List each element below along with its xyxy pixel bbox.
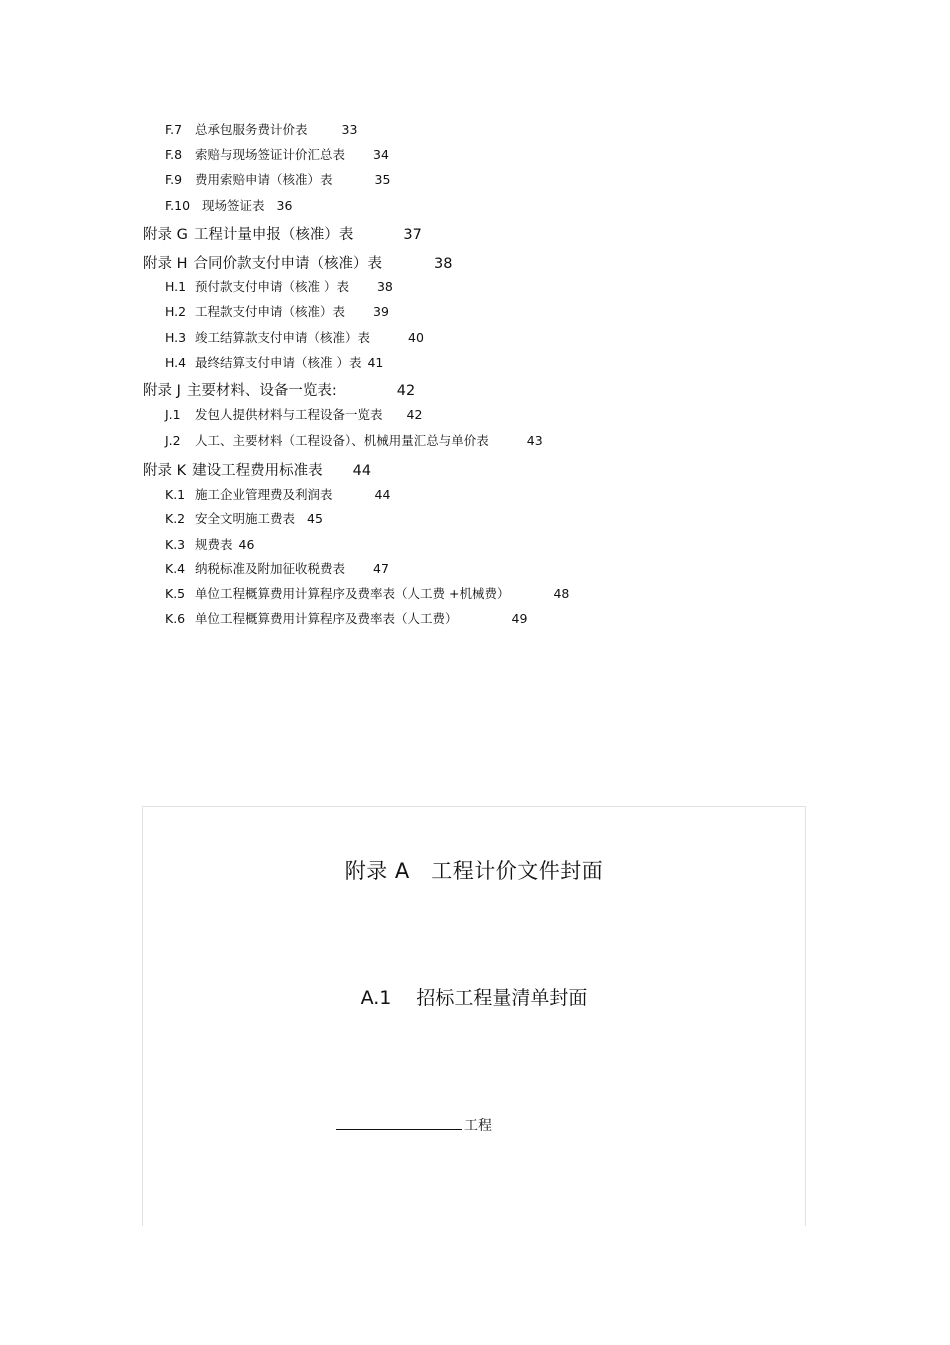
toc-entry-page: 39 xyxy=(373,304,389,319)
toc-entry-title: 现场签证表 xyxy=(202,198,265,213)
toc-entry-title: 安全文明施工费表 xyxy=(195,511,296,526)
toc-entry-page: 33 xyxy=(341,122,358,137)
toc-entry-title: 发包人提供材料与工程设备一览表 xyxy=(195,407,383,422)
toc-entry-page: 37 xyxy=(403,227,422,243)
toc-entry-code: K.1 xyxy=(165,487,186,502)
toc-entry-title: 预付款支付申请（核准 ）表 xyxy=(195,279,349,294)
toc-entry-code: F.8 xyxy=(165,147,183,162)
toc-entry[interactable] xyxy=(165,559,389,577)
toc-entry-page: 44 xyxy=(374,487,391,502)
toc-entry-code: F.10 xyxy=(165,198,191,213)
toc-entry[interactable] xyxy=(165,431,543,449)
cover-subheading: A.1 招标工程量清单封面 xyxy=(360,987,588,1009)
cover-heading: 附录 A 工程计价文件封面 xyxy=(344,859,604,883)
toc-entry-code: K.2 xyxy=(165,511,186,526)
toc-entry[interactable] xyxy=(165,405,422,423)
toc-entry[interactable] xyxy=(165,609,527,627)
toc-entry-title: 人工、主要材料（工程设备）、机械用量汇总与单价表 xyxy=(195,433,489,448)
toc-entry-page: 36 xyxy=(276,198,293,213)
cover-page xyxy=(142,806,806,1226)
toc-entry-code: 附录 G xyxy=(143,227,188,243)
toc-entry[interactable] xyxy=(165,328,424,346)
toc-entry-code: K.3 xyxy=(165,537,186,552)
toc-entry-code: 附录 H xyxy=(143,256,188,272)
toc-entry[interactable] xyxy=(143,459,371,480)
toc-entry-code: F.7 xyxy=(165,122,183,137)
toc-entry-page: 45 xyxy=(307,511,323,526)
toc-entry-page: 42 xyxy=(406,407,423,422)
toc-entry[interactable] xyxy=(165,302,389,320)
toc-entry-code: H.4 xyxy=(165,355,187,370)
toc-entry-title: 主要材料、设备一览表: xyxy=(186,383,337,399)
toc-entry-code: K.5 xyxy=(165,586,186,601)
toc-entry-page: 35 xyxy=(374,172,391,187)
toc-entry-page: 38 xyxy=(376,279,393,294)
toc-entry[interactable] xyxy=(165,196,292,214)
toc-entry-page: 43 xyxy=(526,433,543,448)
toc-entry-title: 最终结算支付申请（核准 ）表 xyxy=(195,355,362,370)
toc-entry-title: 建设工程费用标准表 xyxy=(192,463,323,479)
toc-entry-title: 合同价款支付申请（核准）表 xyxy=(193,256,383,272)
toc-entry[interactable] xyxy=(143,379,415,400)
toc-entry-page: 40 xyxy=(408,330,424,345)
toc-entry-code: 附录 K xyxy=(143,463,187,479)
toc-entry[interactable] xyxy=(165,584,569,602)
toc-entry-title: 纳税标准及附加征收税费表 xyxy=(195,561,346,576)
toc-entry-title: 竣工结算款支付申请（核准）表 xyxy=(195,330,371,345)
toc-entry-code: H.3 xyxy=(165,330,187,345)
toc-entry[interactable] xyxy=(165,509,323,527)
toc-entry-title: 索赔与现场签证计价汇总表 xyxy=(195,147,346,162)
toc-entry-code: 附录 J xyxy=(143,383,181,399)
toc-entry-page: 41 xyxy=(367,355,384,370)
toc-entry-code: H.1 xyxy=(165,279,187,294)
toc-entry[interactable] xyxy=(165,353,383,371)
toc-entry-page: 42 xyxy=(396,383,416,399)
toc-entry-page: 48 xyxy=(553,586,570,601)
toc-entry[interactable] xyxy=(165,277,393,295)
toc-entry-title: 费用索赔申请（核准）表 xyxy=(195,172,333,187)
toc-entry-code: K.4 xyxy=(165,561,186,576)
toc-entry[interactable] xyxy=(165,170,390,188)
toc-entry[interactable] xyxy=(165,145,389,163)
toc-entry-code: J.1 xyxy=(165,407,181,422)
toc-entry[interactable] xyxy=(165,535,254,553)
toc-entry[interactable] xyxy=(143,223,422,244)
toc-entry-title: 工程款支付申请（核准）表 xyxy=(195,304,346,319)
toc-entry-page: 44 xyxy=(352,463,372,479)
toc-entry[interactable] xyxy=(165,485,390,503)
project-name-line xyxy=(336,1115,492,1135)
toc-entry[interactable] xyxy=(143,252,452,273)
toc-entry-code: F.9 xyxy=(165,172,183,187)
toc-entry-page: 49 xyxy=(511,611,528,626)
project-suffix: 工程 xyxy=(464,1118,492,1134)
toc-entry-page: 38 xyxy=(434,256,453,272)
toc-entry-title: 总承包服务费计价表 xyxy=(195,122,308,137)
toc-entry-page: 47 xyxy=(373,561,389,576)
toc-entry-code: J.2 xyxy=(165,433,181,448)
toc-entry-page: 34 xyxy=(373,147,389,162)
toc-entry-title: 单位工程概算费用计算程序及费率表（人工费） xyxy=(195,611,458,626)
toc-entry-page: 46 xyxy=(238,537,255,552)
toc-entry-code: K.6 xyxy=(165,611,186,626)
toc-entry-title: 工程计量申报（核准）表 xyxy=(193,227,354,243)
project-name-blank xyxy=(336,1117,462,1130)
toc-entry-title: 单位工程概算费用计算程序及费率表（人工费 +机械费） xyxy=(195,586,510,601)
toc-entry-code: H.2 xyxy=(165,304,187,319)
toc-entry-title: 施工企业管理费及利润表 xyxy=(195,487,333,502)
toc-entry-title: 规费表 xyxy=(195,537,233,552)
toc-entry[interactable] xyxy=(165,120,357,138)
